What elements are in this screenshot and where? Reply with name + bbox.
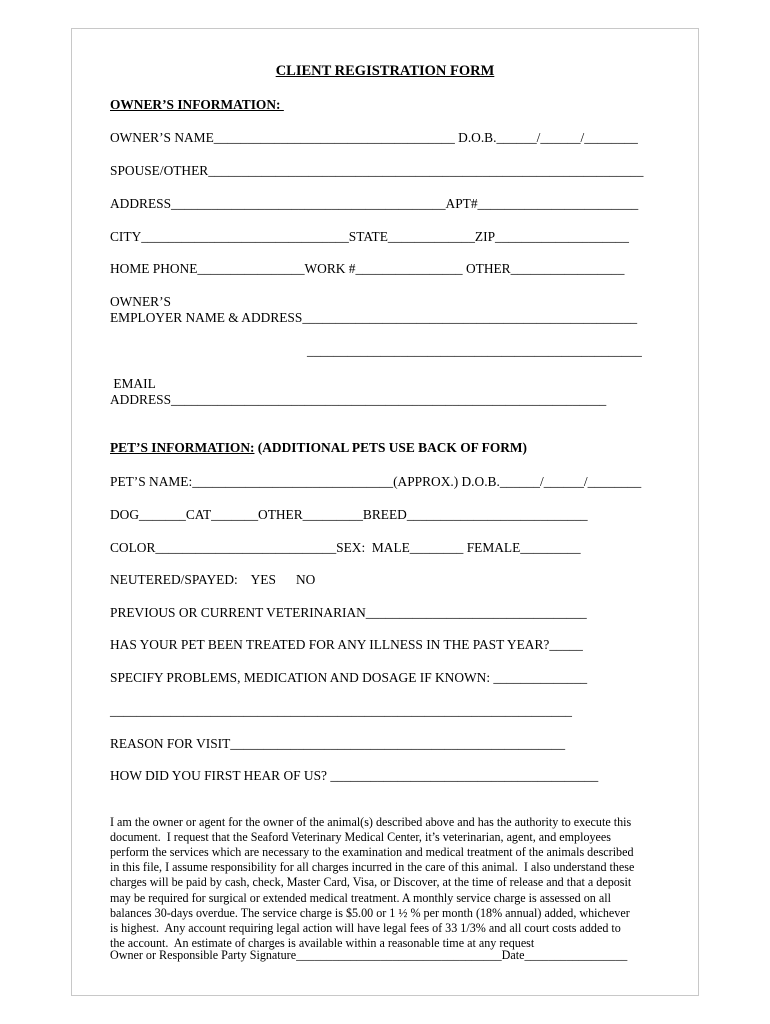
reason-for-visit-field[interactable]: REASON FOR VISIT__________________________________________________ (110, 736, 566, 751)
pet-name-field[interactable]: PET’S NAME:______________________________(APPROX.) D.O.B.______/______/________ (110, 474, 642, 489)
agreement-line: the account. An estimate of charges is available within a reasonable time at any request (110, 935, 535, 950)
pet-section-heading: PET’S INFORMATION: (ADDITIONAL PETS USE BACK OF FORM) (110, 440, 527, 455)
employer-field[interactable]: EMPLOYER NAME & ADDRESS__________________________________________________ (110, 310, 638, 325)
signature-date-field[interactable]: Owner or Responsible Party Signature__________________________________Date_________________ (110, 948, 628, 962)
city-state-zip-field[interactable]: CITY_______________________________STATE_____________ZIP____________________ (110, 229, 629, 244)
specify-problems-field[interactable]: SPECIFY PROBLEMS, MEDICATION AND DOSAGE IF KNOWN: ______________ (110, 670, 588, 685)
species-breed-field[interactable]: DOG_______CAT_______OTHER_________BREED___________________________ (110, 507, 588, 522)
agreement-line: balances 30-days overdue. The service charge is $5.00 or 1 ½ % per month (18% annual) added, whichever (110, 905, 630, 920)
employer-label: OWNER’S (110, 294, 171, 309)
specify-problems-continued[interactable]: _____________________________________________________________________ (110, 703, 572, 718)
agreement-line: document. I request that the Seaford Veterinary Medical Center, it’s veterinarian, agent, and employees (110, 830, 612, 845)
veterinarian-field[interactable]: PREVIOUS OR CURRENT VETERINARIAN_________________________________ (110, 605, 587, 620)
agreement-line: charges will be paid by cash, check, Master Card, Visa, or Discover, at the time of release and that a deposit (110, 875, 632, 890)
referral-field[interactable]: HOW DID YOU FIRST HEAR OF US? ________________________________________ (110, 768, 599, 783)
email-field[interactable]: ADDRESS_________________________________________________________________ (110, 392, 607, 407)
owner-name-field[interactable]: OWNER’S NAME____________________________________ D.O.B.______/______/________ (110, 130, 638, 145)
email-label: EMAIL (110, 376, 156, 391)
address-field[interactable]: ADDRESS_________________________________________APT#________________________ (110, 196, 639, 211)
illness-field[interactable]: HAS YOUR PET BEEN TREATED FOR ANY ILLNESS IN THE PAST YEAR?_____ (110, 637, 583, 652)
color-sex-field[interactable]: COLOR___________________________SEX: MALE________ FEMALE_________ (110, 540, 581, 555)
agreement-line: in this file, I assume responsibility for all charges incurred in the care of this animal. I also understand these (110, 860, 635, 875)
neutered-field[interactable]: NEUTERED/SPAYED: YES NO (110, 572, 316, 587)
form-title: CLIENT REGISTRATION FORM (275, 63, 495, 79)
agreement-line: I am the owner or agent for the owner of the animal(s) described above and has the authority to execute this (110, 815, 632, 830)
employer-field-continued[interactable]: __________________________________________________ (307, 343, 642, 358)
phone-field[interactable]: HOME PHONE________________WORK #________________ OTHER_________________ (110, 261, 625, 276)
agreement-line: may be required for surgical or extended medical treatment. A monthly service charge is assessed on all (110, 890, 611, 905)
agreement-line: perform the services which are necessary to the examination and medical treatment of the animals described (110, 845, 634, 860)
agreement-line: is highest. Any account requiring legal action will have legal fees of 33 1/3% and all court costs added to (110, 920, 621, 935)
spouse-field[interactable]: SPOUSE/OTHER_________________________________________________________________ (110, 163, 644, 178)
owner-section-heading: OWNER’S INFORMATION: (110, 97, 284, 112)
agreement-paragraph (110, 800, 660, 966)
